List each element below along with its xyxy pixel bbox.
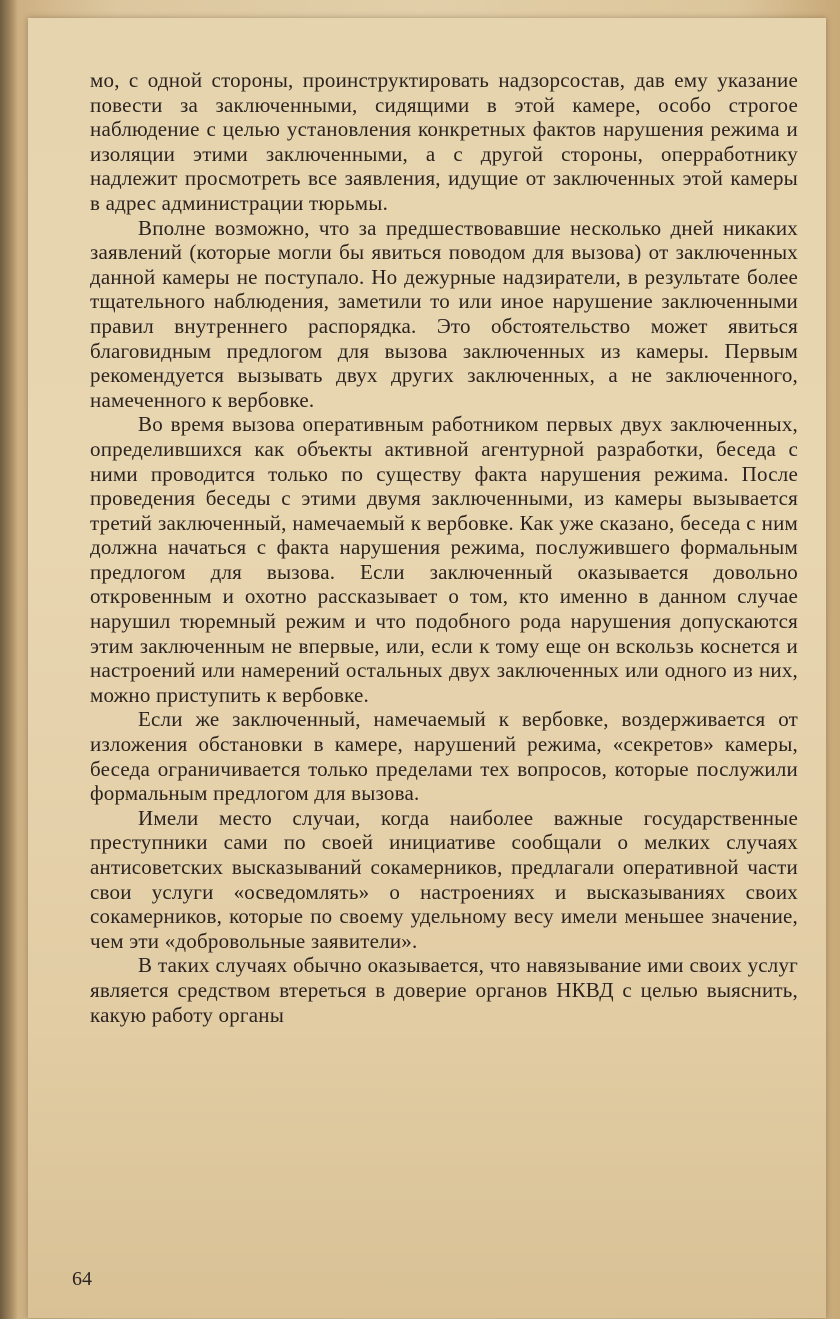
paragraph-4: Если же заключенный, намечаемый к вербовке, воздерживается от изложения обстановки в камере, нарушений режима, «секретов» камеры, беседа ограничивается только пределами тех вопросов, которые послужили формальным предлогом для вызова.: [90, 707, 798, 806]
book-page: [28, 18, 826, 1318]
page-number: 64: [72, 1268, 92, 1290]
paragraph-5: Имели место случаи, когда наиболее важные государственные преступники сами по своей инициативе сообщали о мелких случаях антисоветских высказываний сокамерников, предлагали оперативной части свои услуги «осведомлять» о настроениях и высказываниях своих сокамерников, которые по своему удельному весу имели меньшее значение, чем эти «добровольные заявители».: [90, 805, 798, 953]
paragraph-3: Во время вызова оперативным работником первых двух заключенных, определившихся как объекты активной агентурной разработки, беседа с ними проводится только по существу факта нарушения режима. После проведения беседы с этими двумя заключенными, из камеры вызывается третий заключенный, намечаемый к вербовке. Как уже сказано, беседа с ним должна начаться с факта нарушения режима, послужившего формальным предлогом для вызова. Если заключенный оказывается довольно откровенным и охотно рассказывает о том, кто именно в данном случае нарушил тюремный режим и что подобного рода нарушения допускаются этим заключенным не впервые, или, если к тому еще он вскользь коснется и настроений или намерений остальных двух заключенных или одного из них, можно приступить к вербовке.: [90, 412, 798, 707]
binding-edge: [0, 0, 18, 1319]
paragraph-6: В таких случаях обычно оказывается, что навязывание ими своих услуг является средством втереться в доверие органов НКВД с целью выяснить, какую работу органы: [90, 953, 798, 1027]
paragraph-2: Вполне возможно, что за предшествовавшие несколько дней никаких заявлений (которые могли бы явиться поводом для вызова) от заключенных данной камеры не поступало. Но дежурные надзиратели, в результате более тщательного наблюдения, заметили то или иное нарушение заключенными правил внутреннего распорядка. Это обстоятельство может явиться благовидным предлогом для вызова заключенных из камеры. Первым рекомендуется вызывать двух других заключенных, а не заключенного, намеченного к вербовке.: [90, 215, 798, 412]
body-text: [90, 68, 798, 1027]
paragraph-1: мо, с одной стороны, проинструктировать надзорсостав, дав ему указание повести за заключенными, сидящими в этой камере, особо строгое наблюдение с целью установления конкретных фактов нарушения режима и изоляции этими заключенными, а с другой стороны, оперработнику надлежит просмотреть все заявления, идущие от заключенных этой камеры в адрес администрации тюрьмы.: [90, 68, 798, 215]
